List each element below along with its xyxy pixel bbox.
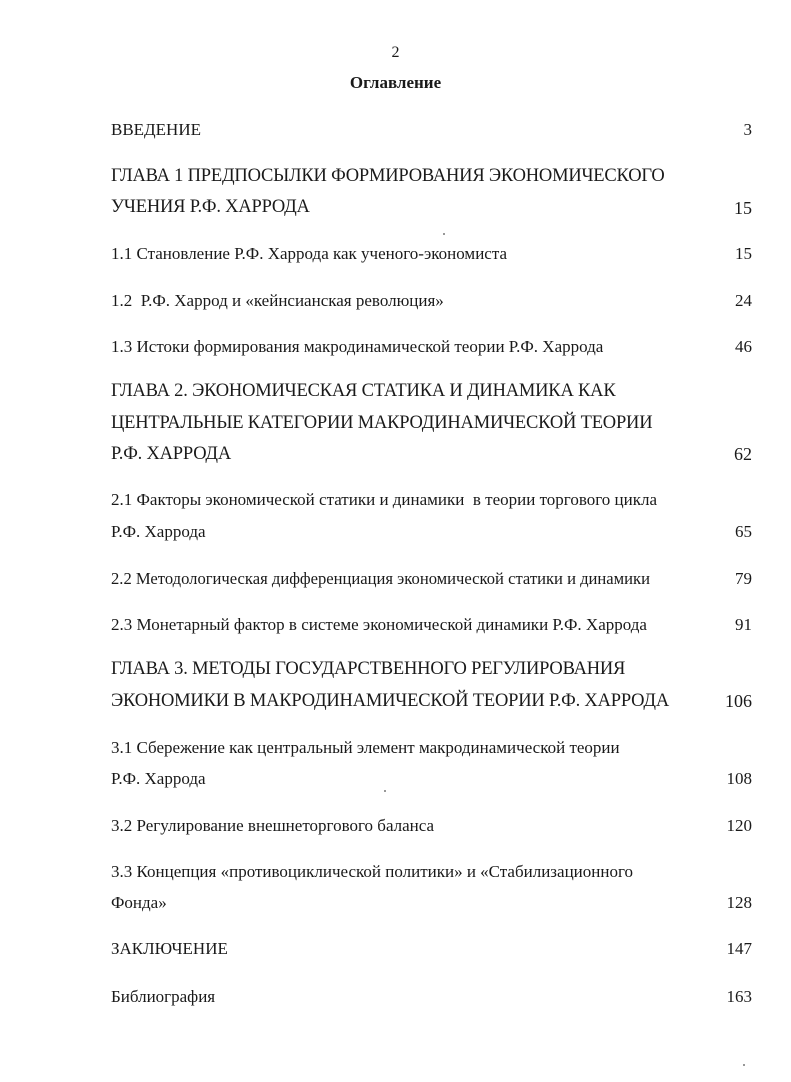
- toc-page-number: 24: [735, 291, 752, 310]
- toc-line: 3.3 Концепция «противоциклической политики» и «Стабилизационного: [111, 862, 634, 881]
- toc-line: 2.1 Факторы экономической статики и динамики в теории торгового цикла: [111, 490, 658, 509]
- toc-page-number: 46: [735, 337, 752, 356]
- toc-page-number: 106: [725, 691, 752, 711]
- scan-speck: [443, 233, 445, 235]
- toc-line: ЦЕНТРАЛЬНЫЕ КАТЕГОРИИ МАКРОДИНАМИЧЕСКОЙ ТЕОРИИ: [111, 413, 653, 433]
- toc-line: Библиография: [111, 987, 216, 1006]
- toc-page-number: 15: [734, 198, 752, 218]
- page-title: Оглавление: [349, 73, 442, 92]
- toc-line: Р.Ф. Харрода: [111, 522, 206, 541]
- toc-page-number: 108: [726, 769, 752, 788]
- toc-page-number: 62: [734, 444, 752, 464]
- toc-line: 1.1 Становление Р.Ф. Харрода как ученого-экономиста: [111, 244, 508, 263]
- toc-line: Р.Ф. Харрода: [111, 769, 206, 788]
- toc-page-number: 120: [726, 816, 752, 835]
- toc-line: Р.Ф. ХАРРОДА: [111, 444, 232, 464]
- toc-page-number: 128: [726, 893, 752, 912]
- scan-speck: [384, 790, 386, 792]
- toc-page-number: 15: [735, 244, 752, 263]
- toc-page-number: 79: [735, 569, 752, 588]
- toc-line: ГЛАВА 1 ПРЕДПОСЫЛКИ ФОРМИРОВАНИЯ ЭКОНОМИЧЕСКОГО: [111, 166, 665, 186]
- toc-line: Фонда»: [111, 893, 167, 912]
- toc-page-number: 91: [735, 615, 752, 634]
- toc-page-number: 147: [726, 939, 752, 958]
- scan-speck: [743, 1064, 745, 1066]
- toc-line: 3.2 Регулирование внешнеторгового баланса: [111, 816, 435, 835]
- toc-line: ЗАКЛЮЧЕНИЕ: [111, 939, 228, 958]
- toc-line: УЧЕНИЯ Р.Ф. ХАРРОДА: [111, 197, 310, 217]
- toc-page-number: 65: [735, 522, 752, 541]
- toc-line: 1.3 Истоки формирования макродинамической теории Р.Ф. Харрода: [111, 337, 604, 356]
- toc-line: 2.3 Монетарный фактор в системе экономической динамики Р.Ф. Харрода: [111, 615, 647, 634]
- toc-line: ГЛАВА 3. МЕТОДЫ ГОСУДАРСТВЕННОГО РЕГУЛИРОВАНИЯ: [111, 659, 626, 679]
- toc-line: ЭКОНОМИКИ В МАКРОДИНАМИЧЕСКОЙ ТЕОРИИ Р.Ф. ХАРРОДА: [111, 691, 669, 711]
- toc-page-number: 3: [743, 120, 752, 139]
- toc-page-number: 163: [726, 987, 752, 1006]
- page-number: 2: [391, 44, 400, 61]
- toc-line: ГЛАВА 2. ЭКОНОМИЧЕСКАЯ СТАТИКА И ДИНАМИКА КАК: [111, 381, 616, 401]
- toc-line: ВВЕДЕНИЕ: [111, 120, 201, 139]
- toc-line: 3.1 Сбережение как центральный элемент макродинамической теории: [111, 738, 620, 757]
- toc-line: 1.2 Р.Ф. Харрод и «кейнсианская революция»: [111, 291, 444, 310]
- toc-line: 2.2 Методологическая дифференциация экономической статики и динамики: [111, 569, 650, 588]
